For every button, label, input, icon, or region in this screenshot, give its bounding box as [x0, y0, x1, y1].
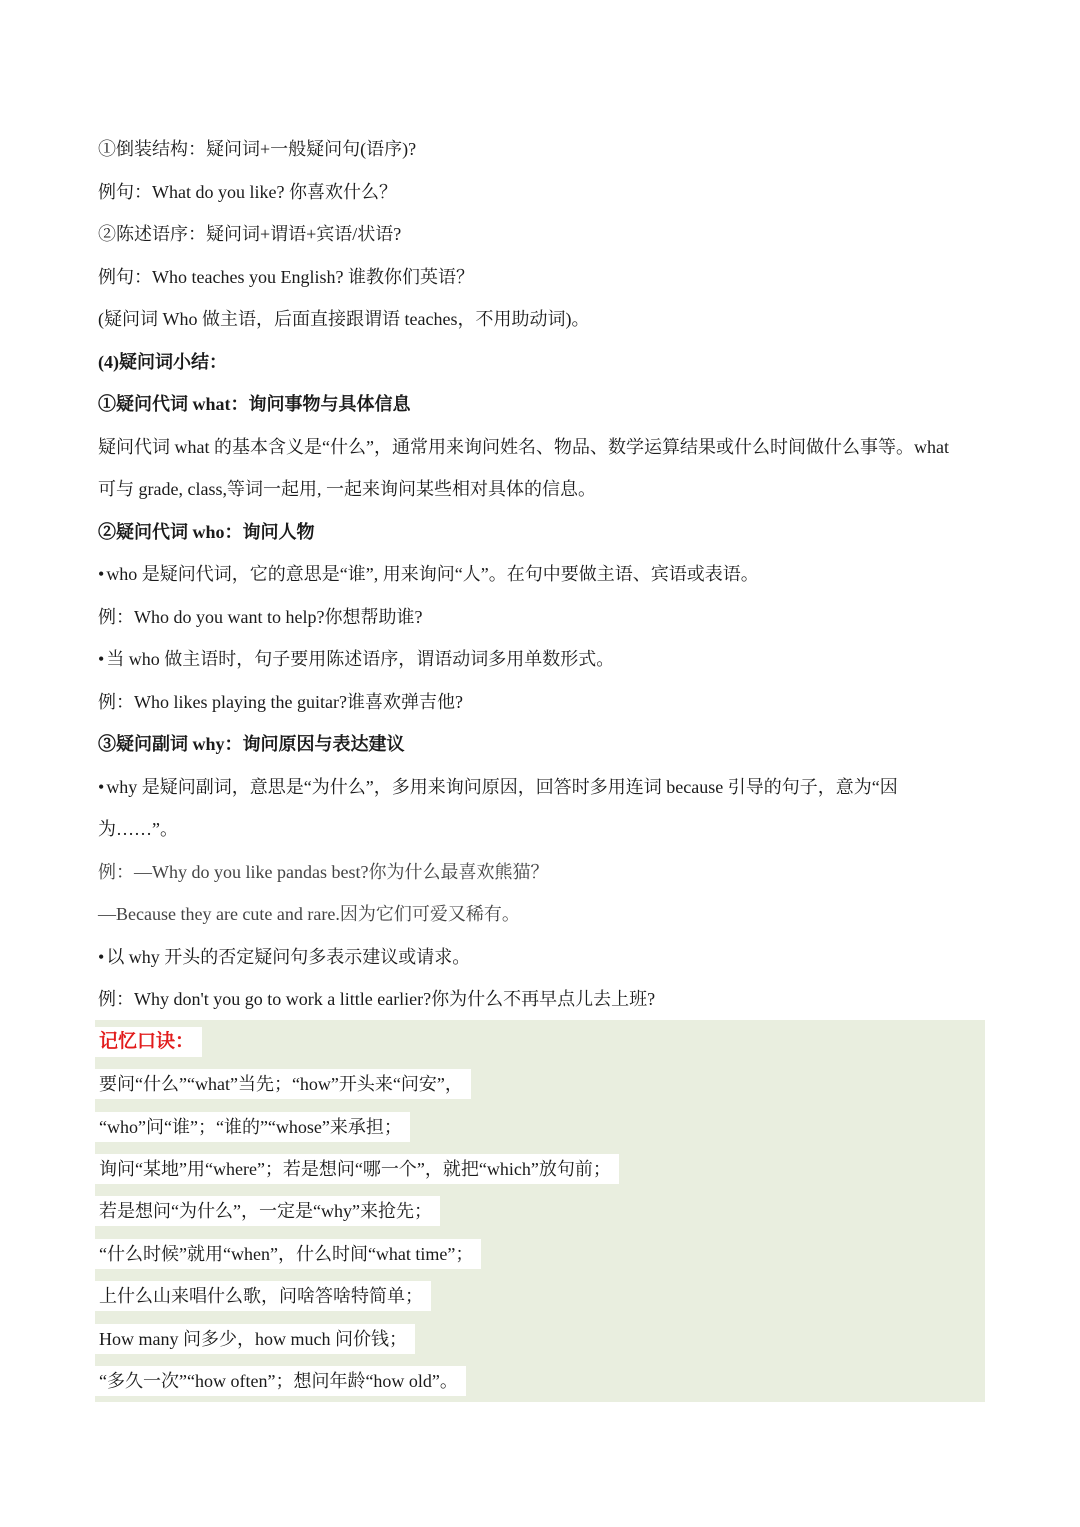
mnemonic-line: “多久一次”“how often”；想问年龄“how old”。	[95, 1366, 466, 1396]
inversion-structure-rule: ①倒装结构：疑问词+一般疑问句(语序)?	[98, 139, 417, 159]
why-negative-suggestion: • 以 why 开头的否定疑问句多表示建议或请求。	[98, 936, 988, 979]
who-explanation: • who 是疑问代词，它的意思是“谁”, 用来询问“人”。在句中要做主语、宾语或表语。	[98, 553, 988, 596]
mnemonic-line: 要问“什么”“what”当先；“how”开头来“问安”，	[95, 1069, 471, 1099]
example-why-pandas: 例：—Why do you like pandas best?你为什么最喜欢熊猫？	[98, 861, 549, 882]
example-who-help: 例：Who do you want to help?你想帮助谁?	[98, 606, 423, 627]
subheading-why: ③疑问副词 why：询问原因与表达建议	[98, 734, 405, 754]
who-subject-rule: • 当 who 做主语时，句子要用陈述语序，谓语动词多用单数形式。	[98, 638, 988, 681]
mnemonic-line: “什么时候”就用“when”，什么时间“what time”；	[95, 1239, 481, 1269]
declarative-order-rule: ②陈述语序：疑问词+谓语+宾语/状语?	[98, 224, 402, 244]
section-heading-summary: (4)疑问词小结：	[98, 351, 227, 372]
example-what-do-you-like: 例句：What do you like? 你喜欢什么？	[98, 181, 397, 202]
subheading-what: ①疑问代词 what：询问事物与具体信息	[98, 394, 411, 414]
mnemonic-line: How many 问多少，how much 问价钱；	[95, 1324, 415, 1354]
example-who-guitar: 例：Who likes playing the guitar?谁喜欢弹吉他?	[98, 691, 463, 712]
note-who-subject: (疑问词 Who 做主语，后面直接跟谓语 teaches，不用助动词)。	[98, 309, 590, 329]
mnemonic-line: 上什么山来唱什么歌，问啥答啥特简单；	[95, 1281, 431, 1311]
document-body	[98, 128, 988, 1021]
example-why-dont-you: 例：Why don't you go to work a little earlier?你为什么不再早点儿去上班?	[98, 989, 656, 1009]
mnemonic-line: 若是想问“为什么”，一定是“why”来抢先；	[95, 1196, 440, 1226]
why-explanation-line-2: 为……”。	[98, 819, 178, 839]
subheading-who: ②疑问代词 who：询问人物	[98, 521, 315, 542]
mnemonic-line: 询问“某地”用“where”；若是想问“哪一个”，就把“which”放句前；	[95, 1154, 619, 1184]
mnemonic-title: 记忆口诀：	[95, 1027, 202, 1057]
what-explanation-line-2: 可与 grade, class,等词一起用, 一起来询问某些相对具体的信息。	[98, 479, 596, 499]
why-explanation-line-1: • why 是疑问副词，意思是“为什么”，多用来询问原因，回答时多用连词 because 引导的句子，意为“因	[98, 766, 988, 809]
example-because-cute: —Because they are cute and rare.因为它们可爱又稀有。	[98, 904, 520, 924]
example-who-teaches: 例句：Who teaches you English? 谁教你们英语？	[98, 266, 474, 287]
what-explanation-line-1: 疑问代词 what 的基本含义是“什么”，通常用来询问姓名、物品、数学运算结果或什么时间做什么事等。what	[98, 436, 949, 457]
mnemonic-box	[95, 1020, 985, 1402]
mnemonic-line: “who”问“谁”；“谁的”“whose”来承担；	[95, 1112, 410, 1142]
